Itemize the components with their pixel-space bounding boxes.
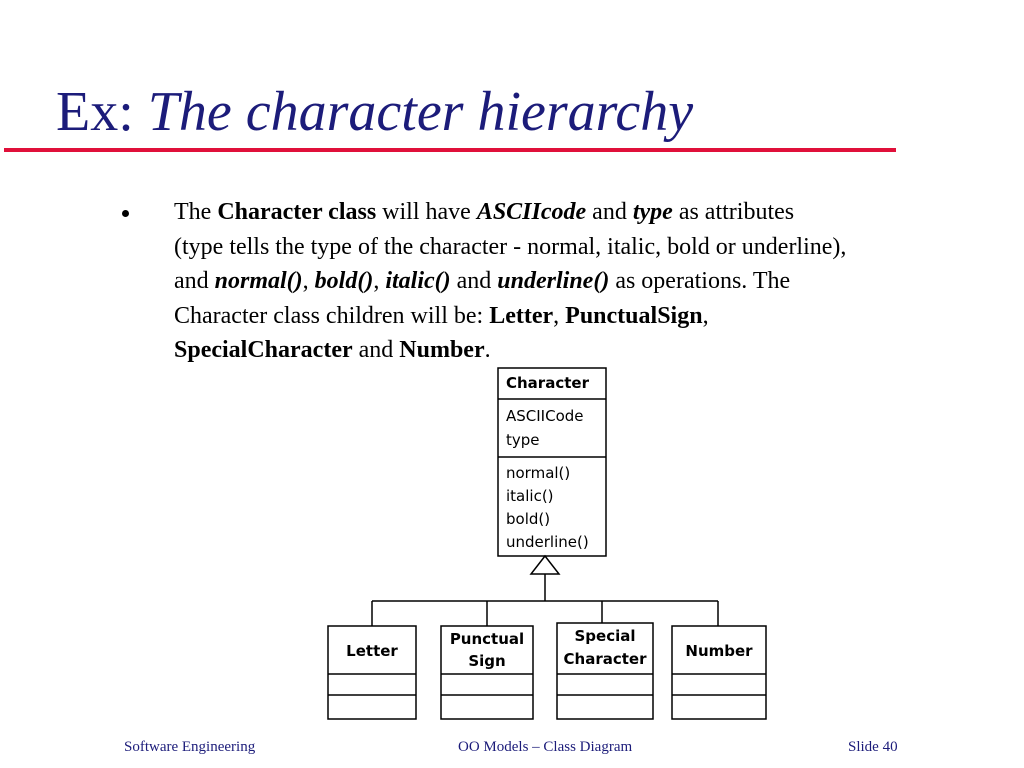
uml-diagram-svg	[326, 367, 770, 721]
class-letter	[328, 626, 416, 719]
class-character-attribute: type	[506, 431, 540, 449]
class-letter-name: Letter	[346, 642, 398, 660]
class-character-attribute: ASCIICode	[506, 407, 584, 425]
text-run: as operations. The	[609, 268, 791, 294]
footer-topic: OO Models – Class Diagram	[458, 739, 633, 755]
bullet-icon	[122, 210, 129, 217]
text-run: ,	[302, 268, 315, 294]
inheritance-connectors	[372, 556, 718, 626]
uml-class-diagram	[326, 367, 770, 721]
text-run-bold-italic: ASCIIcode	[476, 199, 587, 225]
footer-course: Software Engineering	[124, 739, 256, 755]
class-punctual-sign-name-line: Sign	[468, 652, 506, 670]
text-run-bold: Character class	[217, 199, 377, 225]
text-run: and	[450, 268, 498, 294]
class-number-box	[672, 626, 766, 719]
class-number-name: Number	[685, 642, 753, 660]
text-run-bold: Number	[399, 337, 485, 363]
text-run-bold-italic: underline()	[497, 268, 610, 294]
class-character-operation: underline()	[506, 533, 589, 551]
text-run: The	[174, 199, 218, 225]
text-run: and	[586, 199, 633, 225]
class-letter-box	[328, 626, 416, 719]
text-run-bold-italic: type	[632, 199, 673, 225]
text-run-bold: PunctualSign	[565, 302, 703, 329]
text-run-bold-italic: normal()	[214, 268, 303, 294]
bullet-text	[174, 195, 994, 368]
text-run: ,	[373, 268, 386, 294]
text-run: and	[174, 268, 215, 294]
class-character-operation: normal()	[506, 464, 571, 482]
class-punctual-sign-name-line: Punctual	[449, 630, 525, 648]
text-run: (type tells the type of the character - normal, italic, bold or underline),	[174, 233, 847, 260]
title-italic: The character hierarchy	[147, 81, 694, 143]
class-special-character-name-line: Character	[563, 650, 647, 668]
title-underline-rule	[4, 148, 896, 152]
text-run: will have	[376, 199, 477, 225]
title-prefix: Ex:	[56, 81, 134, 143]
text-run: as attributes	[672, 199, 795, 225]
generalization-arrow-icon	[531, 556, 559, 574]
text-run: Character class children will be:	[174, 302, 490, 329]
slide-title	[56, 76, 693, 148]
text-run-bold-italic: bold()	[314, 268, 374, 294]
text-run: .	[484, 337, 491, 363]
text-run: and	[352, 337, 400, 363]
text-run-bold-italic: italic()	[385, 268, 451, 294]
text-run-bold: SpecialCharacter	[174, 337, 353, 363]
text-run: ,	[553, 302, 566, 329]
text-run: ,	[702, 302, 709, 329]
class-number	[672, 626, 766, 719]
class-special-character-name-line: Special	[574, 627, 636, 645]
class-character-name: Character	[506, 374, 589, 392]
class-character-operation: bold()	[506, 510, 551, 528]
class-character-operation: italic()	[506, 487, 554, 505]
text-run-bold: Letter	[489, 302, 554, 329]
footer-slide-number: Slide 40	[848, 739, 898, 755]
